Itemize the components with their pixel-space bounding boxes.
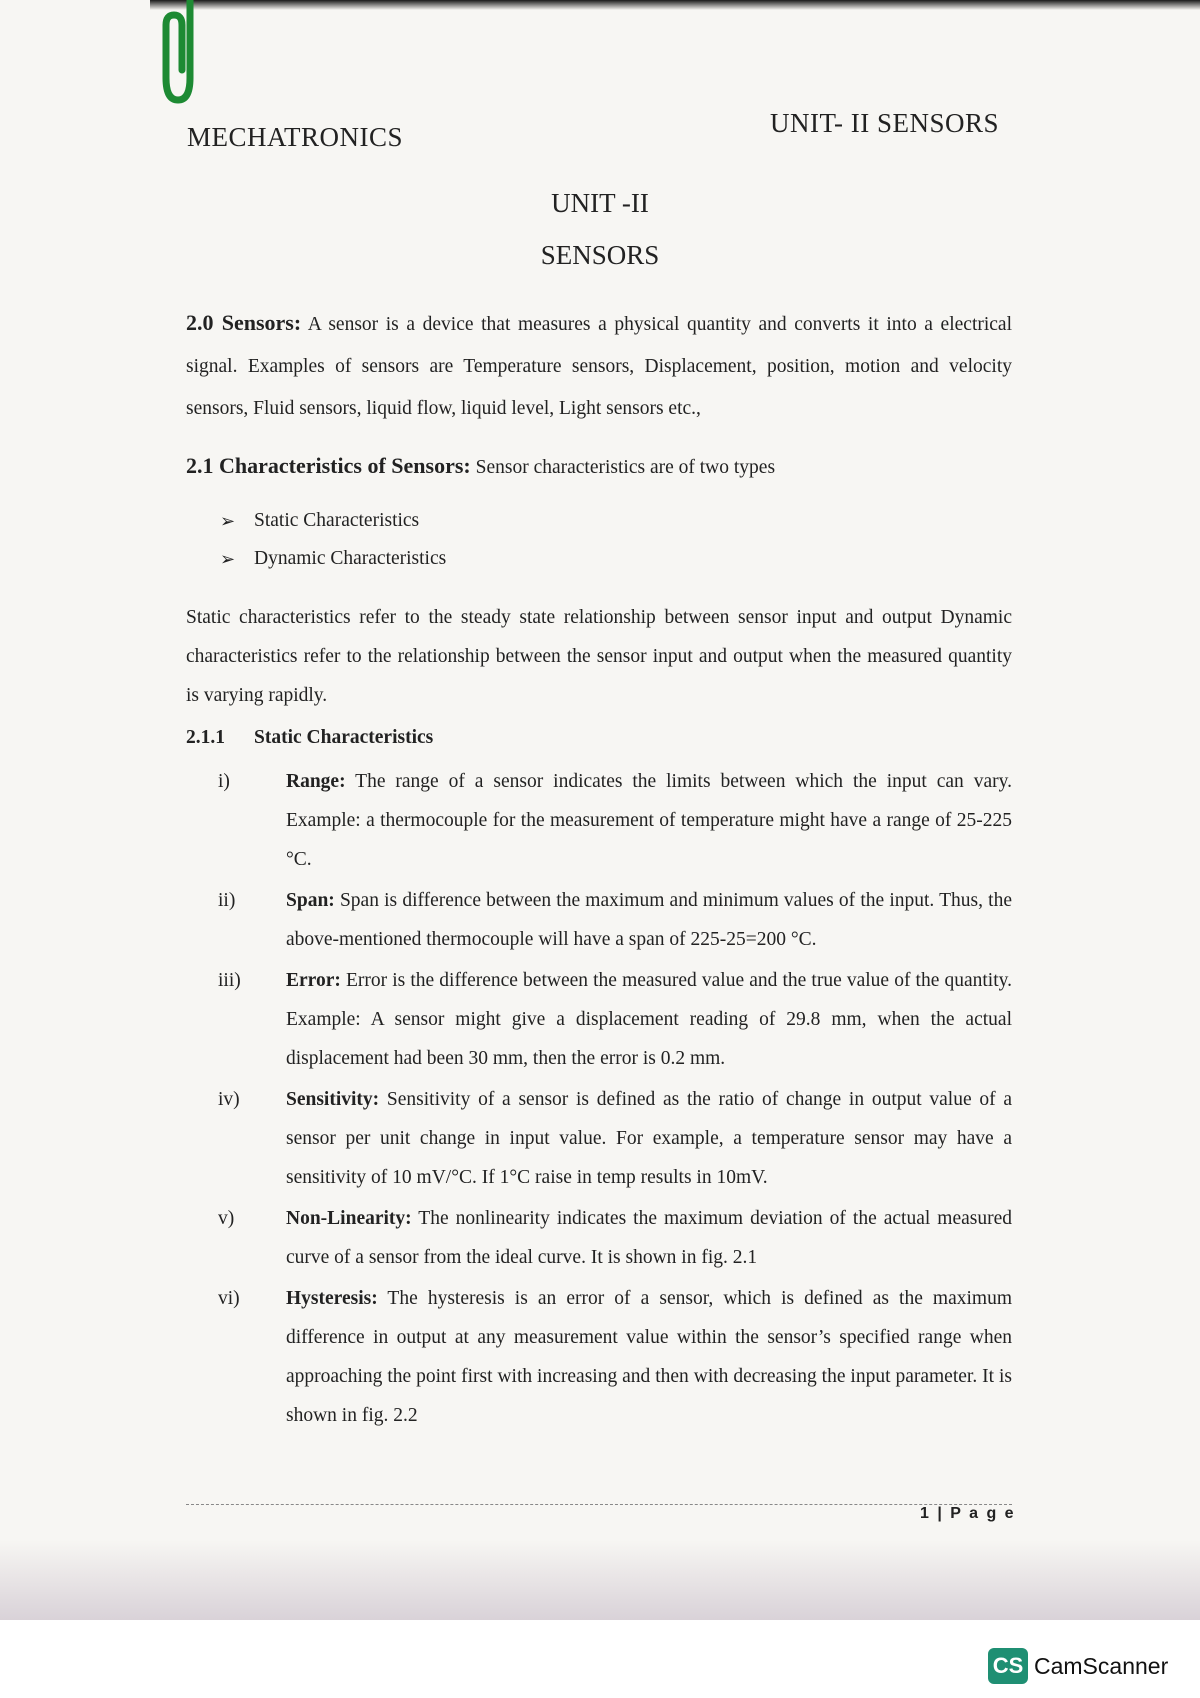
paper-clip-icon [160, 0, 206, 115]
item-text [286, 961, 1012, 1078]
section-2-0 [186, 302, 1012, 430]
section-2-1-body: Sensor characteristics are of two types [470, 457, 776, 478]
unit-title: UNIT -II [551, 188, 649, 218]
list-item [186, 762, 1012, 879]
item-text [286, 1080, 1012, 1197]
camscanner-watermark [988, 1648, 1168, 1684]
arrow-bullet-icon: ➢ [220, 511, 236, 531]
item-numeral: vi) [218, 1288, 240, 1309]
list-item-label: Static Characteristics [254, 510, 420, 531]
camscanner-logo-icon: CS [988, 1648, 1028, 1684]
item-text [286, 1199, 1012, 1277]
item-numeral: i) [218, 771, 230, 792]
arrow-bullet-icon: ➢ [220, 549, 236, 569]
list-item [186, 1279, 1012, 1435]
subsection-title: Static Characteristics [254, 727, 434, 748]
item-term: Range: [286, 771, 346, 792]
list-item [220, 540, 446, 578]
item-numeral: iv) [218, 1089, 240, 1110]
item-term: Non-Linearity: [286, 1208, 412, 1229]
characteristics-explanation: Static characteristics refer to the steady state relationship between sensor input and output Dynamic characteristics refer to the relationship between the sensor input and output when the measured quantity is varying rapidly. [186, 607, 1012, 706]
item-term: Span: [286, 890, 335, 911]
header-unit-label: UNIT- II SENSORS [770, 108, 1000, 138]
item-text [286, 1279, 1012, 1435]
item-text [286, 881, 1012, 959]
section-2-1-heading: 2.1 Characteristics of Sensors: [186, 453, 471, 478]
section-2-0-body: A sensor is a device that measures a physical quantity and converts it into a electrical signal. Examples of sensors are Temperature sensors, Displacement, position, motion and velocity sensors, Fluid sensors, liquid flow, liquid level, Light sensors etc., [186, 314, 1013, 419]
camscanner-label: CamScanner [1034, 1652, 1169, 1679]
item-term: Hysteresis: [286, 1288, 378, 1309]
item-description: The nonlinearity indicates the maximum deviation of the actual measured curve of a sensor from the ideal curve. It is shown in fig. 2.1 [286, 1208, 1012, 1268]
static-characteristics-list [186, 762, 1012, 1437]
list-item [186, 1080, 1012, 1197]
page-number: 1 | P a g e [920, 1505, 1016, 1522]
item-text [286, 762, 1012, 879]
item-description: The range of a sensor indicates the limits between which the input can vary. Example: a thermocouple for the measurement of temperature might have a range of 25-225 °C. [286, 771, 1012, 870]
scan-edge-shadow [150, 0, 1200, 10]
list-item [186, 1199, 1012, 1277]
item-description: Error is the difference between the measured value and the true value of the quantity. Example: A sensor might give a displacement reading of 29.8 mm, when the actual displacement had been 30 mm, then the error is 0.2 mm. [286, 970, 1012, 1069]
item-description: The hysteresis is an error of a sensor, which is defined as the maximum difference in output at any measurement value within the sensor’s specified range when approaching the point first with increasing and then with decreasing the input parameter. It is shown in fig. 2.2 [286, 1288, 1012, 1426]
section-2-0-heading: 2.0 Sensors: [186, 310, 302, 335]
item-numeral: iii) [218, 970, 241, 991]
item-numeral: ii) [218, 890, 236, 911]
item-term: Sensitivity: [286, 1089, 380, 1110]
unit-subject: SENSORS [540, 240, 660, 270]
item-term: Error: [286, 970, 341, 991]
list-item [186, 881, 1012, 959]
scan-bottom-shadow [0, 1540, 1200, 1620]
list-item [220, 502, 446, 540]
subsection-2-1-1-heading [186, 727, 433, 749]
item-numeral: v) [218, 1208, 235, 1229]
item-description: Span is difference between the maximum and minimum values of the input. Thus, the above-mentioned thermocouple will have a span of 225-25=200 °C. [286, 890, 1012, 950]
list-item-label: Dynamic Characteristics [254, 548, 447, 569]
footer-divider [186, 1504, 1012, 1505]
subsection-number: 2.1.1 [186, 727, 225, 748]
characteristics-list [220, 502, 446, 578]
item-description: Sensitivity of a sensor is defined as the ratio of change in output value of a sensor per unit change in input value. For example, a temperature sensor may have a sensitivity of 10 mV/°C. If 1°C raise in temp results in 10mV. [286, 1089, 1012, 1188]
section-2-1 [186, 445, 1012, 489]
list-item [186, 961, 1012, 1078]
header-course-title: MECHATRONICS [187, 122, 404, 152]
